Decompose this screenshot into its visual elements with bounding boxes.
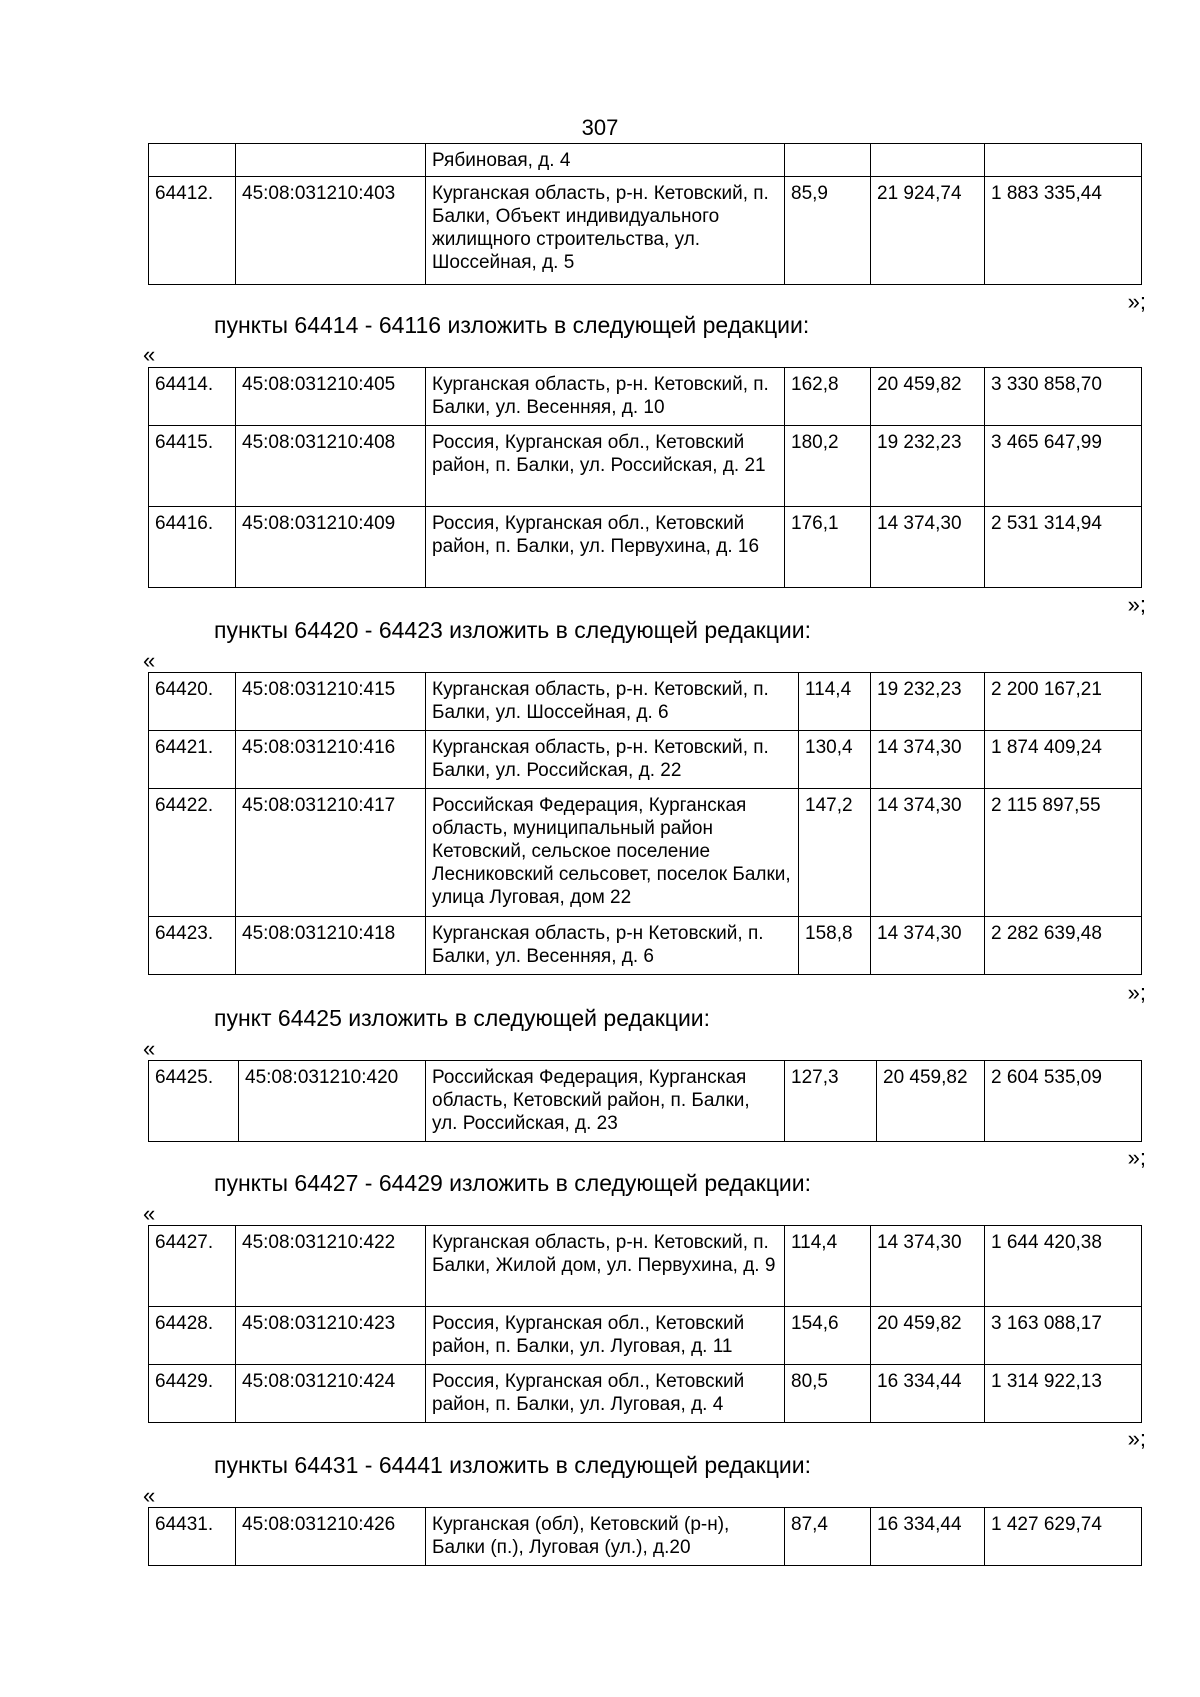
- address: Российская Федерация, Курганская область, муниципальный район Кетовский, сельское поселение Лесниковский сельсовет, поселок Балки, улица Луговая, дом 22: [426, 789, 799, 917]
- area: 176,1: [785, 507, 871, 588]
- cadastral-value: 3 465 647,99: [985, 426, 1142, 507]
- address: Рябиновая, д. 4: [426, 144, 785, 177]
- address: Россия, Курганская обл., Кетовский район, п. Балки, ул. Первухина, д. 16: [426, 507, 785, 588]
- close-quote: »;: [1127, 1145, 1146, 1170]
- area: 80,5: [785, 1365, 871, 1423]
- first-table: [148, 143, 1142, 285]
- cadastral-number: 45:08:031210:420: [239, 1061, 426, 1142]
- rate: 21 924,74: [871, 177, 985, 285]
- table-row: [149, 177, 1142, 285]
- cadastral-value: 2 115 897,55: [985, 789, 1142, 917]
- cadastral-number: 45:08:031210:417: [236, 789, 426, 917]
- area: 162,8: [785, 368, 871, 426]
- table-row: [149, 144, 1142, 177]
- row-number: 64429.: [149, 1365, 236, 1423]
- table-row: [149, 368, 1142, 426]
- open-quote: «: [143, 342, 156, 367]
- address: Россия, Курганская обл., Кетовский район, п. Балки, ул. Луговая, д. 11: [426, 1307, 785, 1365]
- cadastral-value: 2 531 314,94: [985, 507, 1142, 588]
- cadastral-number: 45:08:031210:405: [236, 368, 426, 426]
- area: 154,6: [785, 1307, 871, 1365]
- cadastral-number: 45:08:031210:416: [236, 731, 426, 789]
- rate: 14 374,30: [871, 917, 985, 975]
- table-row: [149, 917, 1142, 975]
- rate: 14 374,30: [871, 1226, 985, 1307]
- amendment-instruction: пункты 64427 - 64429 изложить в следующей редакции:: [214, 1170, 811, 1196]
- rate: 20 459,82: [871, 1307, 985, 1365]
- address: Курганская область, р-н. Кетовский, п. Балки, Жилой дом, ул. Первухина, д. 9: [426, 1226, 785, 1307]
- rate: 14 374,30: [871, 789, 985, 917]
- close-quote: »;: [1127, 1426, 1146, 1451]
- cadastral-number: 45:08:031210:418: [236, 917, 426, 975]
- cadastral-value: 2 282 639,48: [985, 917, 1142, 975]
- table-row: [149, 1226, 1142, 1307]
- row-number: 64421.: [149, 731, 236, 789]
- cadastral-value: 1 874 409,24: [985, 731, 1142, 789]
- row-number: [149, 144, 236, 177]
- row-number: 64420.: [149, 673, 236, 731]
- rate: 19 232,23: [871, 426, 985, 507]
- open-quote: «: [143, 1483, 156, 1508]
- rate: 20 459,82: [877, 1061, 985, 1142]
- cadastral-value: 1 427 629,74: [985, 1508, 1142, 1566]
- section-table: [148, 1225, 1142, 1423]
- rate: 20 459,82: [871, 368, 985, 426]
- area: 130,4: [799, 731, 871, 789]
- close-quote: »;: [1127, 592, 1146, 617]
- table-row: [149, 426, 1142, 507]
- cadastral-number: 45:08:031210:408: [236, 426, 426, 507]
- amendment-instruction: пункт 64425 изложить в следующей редакции:: [214, 1005, 711, 1031]
- section-table-block: [148, 1225, 1141, 1423]
- table-row: [149, 507, 1142, 588]
- table-row: [149, 673, 1142, 731]
- cadastral-value: [985, 144, 1142, 177]
- table-row: [149, 1365, 1142, 1423]
- area: 127,3: [785, 1061, 877, 1142]
- area: 114,4: [785, 1226, 871, 1307]
- row-number: 64423.: [149, 917, 236, 975]
- row-number: 64412.: [149, 177, 236, 285]
- address: Курганская область, р-н. Кетовский, п. Балки, ул. Весенняя, д. 10: [426, 368, 785, 426]
- section-table: [148, 672, 1142, 975]
- amendment-instruction: пункты 64414 - 64116 изложить в следующей редакции:: [214, 312, 810, 338]
- address: Курганская область, р-н. Кетовский, п. Балки, ул. Российская, д. 22: [426, 731, 799, 789]
- cadastral-value: 3 163 088,17: [985, 1307, 1142, 1365]
- open-quote: «: [143, 1036, 156, 1061]
- section-table-block: [148, 367, 1141, 588]
- row-number: 64427.: [149, 1226, 236, 1307]
- cadastral-value: 2 200 167,21: [985, 673, 1142, 731]
- area: 87,4: [785, 1508, 871, 1566]
- area: 180,2: [785, 426, 871, 507]
- cadastral-number: 45:08:031210:403: [236, 177, 426, 285]
- cadastral-number: 45:08:031210:415: [236, 673, 426, 731]
- section-table: [148, 1060, 1142, 1142]
- cadastral-number: [236, 144, 426, 177]
- row-number: 64422.: [149, 789, 236, 917]
- rate: 14 374,30: [871, 731, 985, 789]
- rate: 16 334,44: [871, 1365, 985, 1423]
- page-number: 307: [581, 115, 619, 140]
- close-quote: »;: [1127, 289, 1146, 314]
- row-number: 64416.: [149, 507, 236, 588]
- row-number: 64431.: [149, 1508, 236, 1566]
- open-quote: «: [143, 648, 156, 673]
- amendment-instruction: пункты 64420 - 64423 изложить в следующей редакции:: [214, 617, 811, 643]
- address: Курганская область, р-н. Кетовский, п. Балки, Объект индивидуального жилищного строительства, ул. Шоссейная, д. 5: [426, 177, 785, 285]
- first-table-block: [148, 143, 1141, 285]
- cadastral-number: 45:08:031210:426: [236, 1508, 426, 1566]
- section-table: [148, 1507, 1142, 1566]
- close-quote: »;: [1127, 980, 1146, 1005]
- row-number: 64425.: [149, 1061, 239, 1142]
- address: Курганская область, р-н Кетовский, п. Балки, ул. Весенняя, д. 6: [426, 917, 799, 975]
- area: 85,9: [785, 177, 871, 285]
- table-row: [149, 1061, 1142, 1142]
- amendment-instruction: пункты 64431 - 64441 изложить в следующей редакции:: [214, 1452, 811, 1478]
- row-number: 64428.: [149, 1307, 236, 1365]
- rate: 16 334,44: [871, 1508, 985, 1566]
- address: Курганская область, р-н. Кетовский, п. Балки, ул. Шоссейная, д. 6: [426, 673, 799, 731]
- area: 114,4: [799, 673, 871, 731]
- area: [785, 144, 871, 177]
- rate: 14 374,30: [871, 507, 985, 588]
- cadastral-value: 2 604 535,09: [985, 1061, 1142, 1142]
- address: Россия, Курганская обл., Кетовский район, п. Балки, ул. Луговая, д. 4: [426, 1365, 785, 1423]
- table-row: [149, 731, 1142, 789]
- area: 158,8: [799, 917, 871, 975]
- table-row: [149, 1508, 1142, 1566]
- cadastral-value: 1 314 922,13: [985, 1365, 1142, 1423]
- cadastral-number: 45:08:031210:422: [236, 1226, 426, 1307]
- open-quote: «: [143, 1201, 156, 1226]
- cadastral-number: 45:08:031210:409: [236, 507, 426, 588]
- address: Российская Федерация, Курганская область, Кетовский район, п. Балки, ул. Российская, д. 23: [426, 1061, 785, 1142]
- cadastral-value: 3 330 858,70: [985, 368, 1142, 426]
- cadastral-number: 45:08:031210:423: [236, 1307, 426, 1365]
- section-table-block: [148, 1507, 1141, 1566]
- rate: 19 232,23: [871, 673, 985, 731]
- section-table: [148, 367, 1142, 588]
- cadastral-number: 45:08:031210:424: [236, 1365, 426, 1423]
- section-table-block: [148, 672, 1141, 975]
- row-number: 64415.: [149, 426, 236, 507]
- address: Курганская (обл), Кетовский (р-н), Балки (п.), Луговая (ул.), д.20: [426, 1508, 785, 1566]
- table-row: [149, 789, 1142, 917]
- table-row: [149, 1307, 1142, 1365]
- cadastral-value: 1 883 335,44: [985, 177, 1142, 285]
- rate: [871, 144, 985, 177]
- address: Россия, Курганская обл., Кетовский район, п. Балки, ул. Российская, д. 21: [426, 426, 785, 507]
- section-table-block: [148, 1060, 1141, 1142]
- row-number: 64414.: [149, 368, 236, 426]
- area: 147,2: [799, 789, 871, 917]
- cadastral-value: 1 644 420,38: [985, 1226, 1142, 1307]
